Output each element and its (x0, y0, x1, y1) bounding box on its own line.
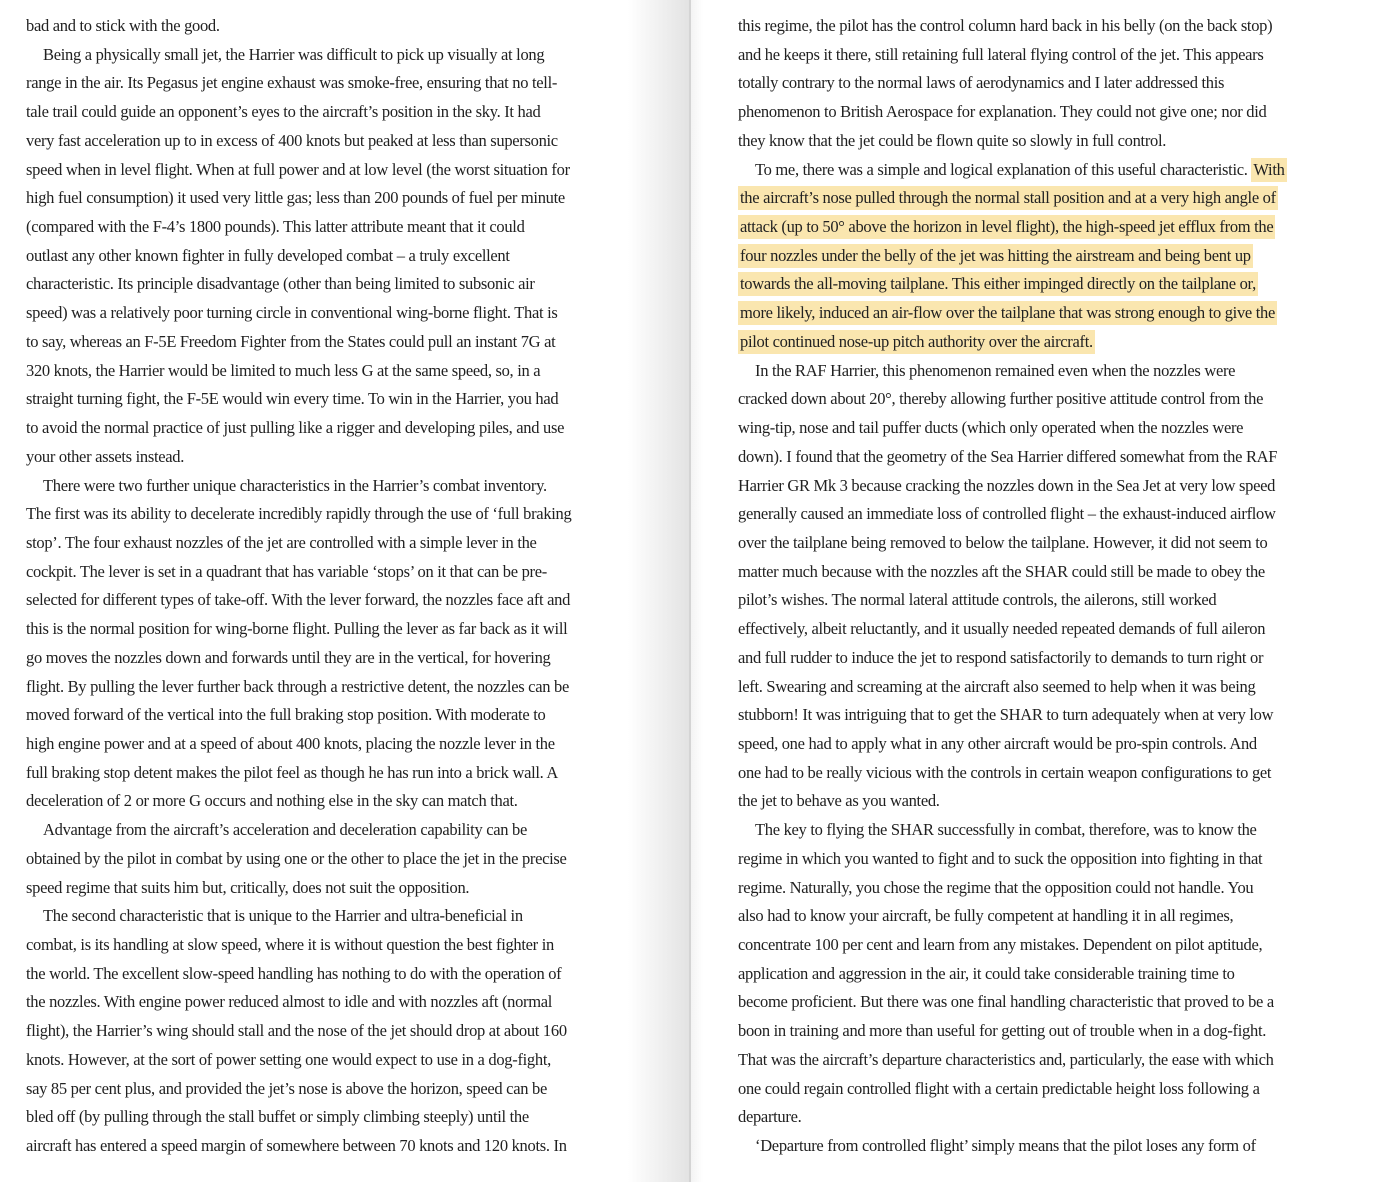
text-segment: speed, one had to apply what in any other aircraft would be pro-spin controls. And (738, 733, 1257, 753)
text-segment: this is the normal position for wing-borne flight. Pulling the lever as far back as it will (26, 619, 568, 639)
text-segment: matter much because with the nozzles aft the SHAR could still be made to obey the (738, 561, 1265, 581)
text-segment: The second characteristic that is unique to the Harrier and ultra-beneficial in (43, 906, 523, 926)
text-segment: generally caused an immediate loss of controlled flight – the exhaust-induced airflow (738, 504, 1276, 524)
text-segment: wing-tip, nose and tail puffer ducts (which only operated when the nozzles were (738, 418, 1244, 438)
text-segment: flight. By pulling the lever further back through a restrictive detent, the nozzles can be (26, 676, 569, 696)
text-line (26, 299, 652, 328)
text-line (26, 1132, 652, 1161)
text-line (26, 414, 652, 443)
text-segment: they know that the jet could be flown quite so slowly in full control. (738, 130, 1167, 150)
text-line (738, 156, 1354, 185)
text-segment: The first was its ability to decelerate incredibly rapidly through the use of ‘full braking (26, 504, 572, 524)
text-line (738, 586, 1354, 615)
text-segment: Being a physically small jet, the Harrier was difficult to pick up visually at long (43, 44, 545, 64)
text-segment: effectively, albeit reluctantly, and it usually needed repeated demands of full aileron (738, 619, 1266, 639)
text-line (26, 558, 652, 587)
text-line (26, 69, 652, 98)
text-line (738, 385, 1354, 414)
text-segment: down). I found that the geometry of the Sea Harrier differed somewhat from the RAF (738, 446, 1278, 466)
text-segment: There were two further unique characteristics in the Harrier’s combat inventory. (43, 475, 547, 495)
text-line (26, 874, 652, 903)
text-line (26, 242, 652, 271)
text-line (738, 1103, 1354, 1132)
text-line (738, 529, 1354, 558)
text-segment: totally contrary to the normal laws of aerodynamics and I later addressed this (738, 73, 1225, 93)
text-segment: outlast any other known fighter in fully developed combat – a truly excellent (26, 245, 510, 265)
text-line (738, 270, 1354, 299)
page-left-text (0, 0, 692, 1161)
text-line (26, 931, 652, 960)
text-line (26, 12, 652, 41)
highlighted-text[interactable]: the aircraft’s nose pulled through the normal stall position and at a very high angle of (738, 186, 1278, 210)
text-segment: phenomenon to British Aerospace for explanation. They could not give one; nor did (738, 102, 1267, 122)
text-line (738, 1017, 1354, 1046)
text-line (738, 615, 1354, 644)
text-line (26, 960, 652, 989)
text-segment: In the RAF Harrier, this phenomenon remained even when the nozzles were (755, 360, 1236, 380)
text-line (738, 759, 1354, 788)
text-line (26, 845, 652, 874)
text-segment: one had to be really vicious with the controls in certain weapon configurations to get (738, 762, 1272, 782)
text-segment: to say, whereas an F-5E Freedom Fighter from the States could pull an instant 7G at (26, 331, 556, 351)
text-segment: selected for different types of take-off. With the lever forward, the nozzles face aft and (26, 590, 571, 610)
page-right-lines (738, 12, 1354, 1161)
text-line (26, 472, 652, 501)
text-segment: stubborn! It was intriguing that to get the SHAR to turn adequately when at very low (738, 705, 1274, 725)
text-segment: combat, is its handling at slow speed, where it is without question the best fighter in (26, 935, 554, 954)
text-segment: to avoid the normal practice of just pulling like a rigger and developing piles, and use (26, 418, 565, 438)
text-line (738, 1132, 1354, 1161)
text-segment: ‘Departure from controlled flight’ simply means that the pilot loses any form of (755, 1136, 1256, 1156)
text-line (738, 127, 1354, 156)
text-segment: boon in training and more than useful for getting out of trouble when in a dog-fight. (738, 1021, 1267, 1041)
text-line (738, 12, 1354, 41)
text-segment: full braking stop detent makes the pilot feel as though he has run into a brick wall. A (26, 762, 559, 782)
text-segment: regime. Naturally, you chose the regime that the opposition could not handle. You (738, 877, 1254, 897)
text-segment: deceleration of 2 or more G occurs and nothing else in the sky can match that. (26, 791, 518, 811)
text-line (738, 41, 1354, 70)
text-segment: flight), the Harrier’s wing should stall and the nose of the jet should drop at about 160 (26, 1021, 567, 1041)
text-line (738, 931, 1354, 960)
text-segment: stop’. The four exhaust nozzles of the jet are controlled with a simple lever in the (26, 532, 537, 552)
text-segment: over the tailplane being removed to below the tailplane. However, it did not seem to (738, 532, 1268, 552)
text-segment: 320 knots, the Harrier would be limited to much less G at the same speed, so, in a (26, 360, 541, 380)
text-line (738, 98, 1354, 127)
text-line (738, 845, 1354, 874)
text-segment: obtained by the pilot in combat by using one or the other to place the jet in the precise (26, 848, 567, 868)
text-line (738, 242, 1354, 271)
text-segment: speed when in level flight. When at full power and at low level (the worst situation for (26, 159, 570, 179)
text-line (738, 558, 1354, 587)
text-line (738, 443, 1354, 472)
text-line (738, 500, 1354, 529)
highlighted-text[interactable]: four nozzles under the belly of the jet was hitting the airstream and being bent up (738, 244, 1253, 268)
text-segment: left. Swearing and screaming at the aircraft also seemed to help when it was being (738, 676, 1256, 696)
text-segment: pilot’s wishes. The normal lateral attitude controls, the ailerons, still worked (738, 590, 1217, 610)
text-segment: say 85 per cent plus, and provided the jet’s nose is above the horizon, speed can be (26, 1078, 547, 1098)
text-line (26, 98, 652, 127)
text-segment: range in the air. Its Pegasus jet engine exhaust was smoke-free, ensuring that no tell- (26, 73, 558, 93)
text-line (738, 960, 1354, 989)
text-segment: one could regain controlled flight with a certain predictable height loss following a (738, 1078, 1260, 1098)
text-line (26, 385, 652, 414)
text-line (738, 472, 1354, 501)
text-line (738, 1075, 1354, 1104)
text-segment: the nozzles. With engine power reduced almost to idle and with nozzles aft (normal (26, 992, 553, 1012)
highlighted-text[interactable]: attack (up to 50° above the horizon in level flight), the high-speed jet efflux from the (738, 215, 1275, 239)
text-segment: regime in which you wanted to fight and to suck the opposition into fighting in that (738, 848, 1263, 868)
text-line (738, 644, 1354, 673)
text-segment: your other assets instead. (26, 446, 185, 466)
text-line (26, 529, 652, 558)
text-line (738, 414, 1354, 443)
text-segment: straight turning fight, the F-5E would win every time. To win in the Harrier, you had (26, 389, 559, 409)
text-segment: aircraft has entered a speed margin of somewhere between 70 knots and 120 knots. In (26, 1136, 567, 1156)
text-segment: Advantage from the aircraft’s acceleration and deceleration capability can be (43, 820, 528, 840)
text-segment: very fast acceleration up to in excess of 400 knots but peaked at less than supersonic (26, 130, 558, 150)
text-segment: go moves the nozzles down and forwards until they are in the vertical, for hovering (26, 647, 551, 667)
text-line (26, 1017, 652, 1046)
text-segment: (compared with the F-4’s 1800 pounds). This latter attribute meant that it could (26, 217, 525, 237)
text-line (26, 759, 652, 788)
page-left-lines (26, 12, 652, 1161)
text-line (26, 443, 652, 472)
text-line (26, 615, 652, 644)
text-line (26, 184, 652, 213)
text-line (26, 988, 652, 1017)
text-line (738, 988, 1354, 1017)
text-line (26, 730, 652, 759)
text-line (26, 270, 652, 299)
text-line (26, 127, 652, 156)
text-segment: and he keeps it there, still retaining full lateral flying control of the jet. This appears (738, 44, 1264, 64)
text-line (26, 701, 652, 730)
text-segment: speed regime that suits him but, critically, does not suit the opposition. (26, 877, 470, 897)
text-line (738, 673, 1354, 702)
highlighted-text[interactable]: more likely, induced an air-flow over the tailplane that was strong enough to give the (738, 301, 1277, 325)
text-line (738, 299, 1354, 328)
text-segment: cockpit. The lever is set in a quadrant that has variable ‘stops’ on it that can be pre- (26, 561, 547, 581)
text-segment: speed) was a relatively poor turning circle in conventional wing-borne flight. That is (26, 303, 558, 323)
text-line (738, 69, 1354, 98)
text-line (738, 874, 1354, 903)
text-line (26, 673, 652, 702)
text-line (26, 328, 652, 357)
text-segment: the world. The excellent slow-speed handling has nothing to do with the operation of (26, 963, 562, 983)
text-segment: knots. However, at the sort of power setting one would expect to use in a dog-fight, (26, 1049, 551, 1069)
text-line (26, 213, 652, 242)
text-segment: the jet to behave as you wanted. (738, 791, 940, 811)
text-segment: this regime, the pilot has the control column hard back in his belly (on the back stop) (738, 16, 1273, 35)
text-line (738, 328, 1354, 357)
text-segment: become proficient. But there was one final handling characteristic that proved to be a (738, 992, 1274, 1012)
text-line (26, 787, 652, 816)
text-segment: high engine power and at a speed of about 400 knots, placing the nozzle lever in the (26, 733, 555, 753)
text-line (738, 184, 1354, 213)
text-segment: application and aggression in the air, it could take considerable training time to (738, 963, 1235, 983)
text-line (738, 213, 1354, 242)
text-segment: departure. (738, 1107, 802, 1127)
text-segment: high fuel consumption) it used very little gas; less than 200 pounds of fuel per minute (26, 188, 565, 208)
text-segment: bled off (by pulling through the stall buffet or simply climbing steeply) until the (26, 1107, 529, 1127)
text-line (26, 644, 652, 673)
text-segment: Harrier GR Mk 3 because cracking the nozzles down in the Sea Jet at very low speed (738, 475, 1276, 495)
text-segment: characteristic. Its principle disadvantage (other than being limited to subsonic air (26, 274, 535, 294)
text-segment: concentrate 100 per cent and learn from any mistakes. Dependent on pilot aptitude, (738, 935, 1263, 954)
highlighted-text[interactable]: pilot continued nose-up pitch authority over the aircraft. (738, 330, 1095, 354)
text-line (26, 1075, 652, 1104)
text-segment: also had to know your aircraft, be fully competent at handling it in all regimes, (738, 906, 1234, 926)
highlighted-text[interactable]: With (1251, 158, 1286, 182)
text-line (738, 701, 1354, 730)
text-line (26, 586, 652, 615)
text-line (26, 1103, 652, 1132)
text-line (26, 500, 652, 529)
text-line (738, 816, 1354, 845)
text-segment: tale trail could guide an opponent’s eyes to the aircraft’s position in the sky. It had (26, 102, 541, 122)
text-line (26, 816, 652, 845)
text-segment: bad and to stick with the good. (26, 16, 220, 35)
text-line (738, 357, 1354, 386)
highlighted-text[interactable]: towards the all-moving tailplane. This either impinged directly on the tailplane or, (738, 272, 1258, 296)
page-right-text (692, 0, 1384, 1161)
text-segment: That was the aircraft’s departure characteristics and, particularly, the ease with which (738, 1049, 1274, 1069)
text-segment: moved forward of the vertical into the full braking stop position. With moderate to (26, 705, 546, 725)
text-line (738, 787, 1354, 816)
text-line (26, 357, 652, 386)
text-line (738, 902, 1354, 931)
text-segment: To me, there was a simple and logical explanation of this useful characteristic. (755, 159, 1252, 179)
text-line (738, 730, 1354, 759)
text-line (738, 1046, 1354, 1075)
text-line (26, 41, 652, 70)
text-segment: The key to flying the SHAR successfully in combat, therefore, was to know the (755, 820, 1257, 840)
page-right[interactable] (692, 0, 1384, 1182)
text-line (26, 1046, 652, 1075)
text-line (26, 156, 652, 185)
text-segment: cracked down about 20°, thereby allowing further positive attitude control from the (738, 389, 1264, 409)
text-segment: and full rudder to induce the jet to respond satisfactorily to demands to turn right or (738, 647, 1264, 667)
text-line (26, 902, 652, 931)
